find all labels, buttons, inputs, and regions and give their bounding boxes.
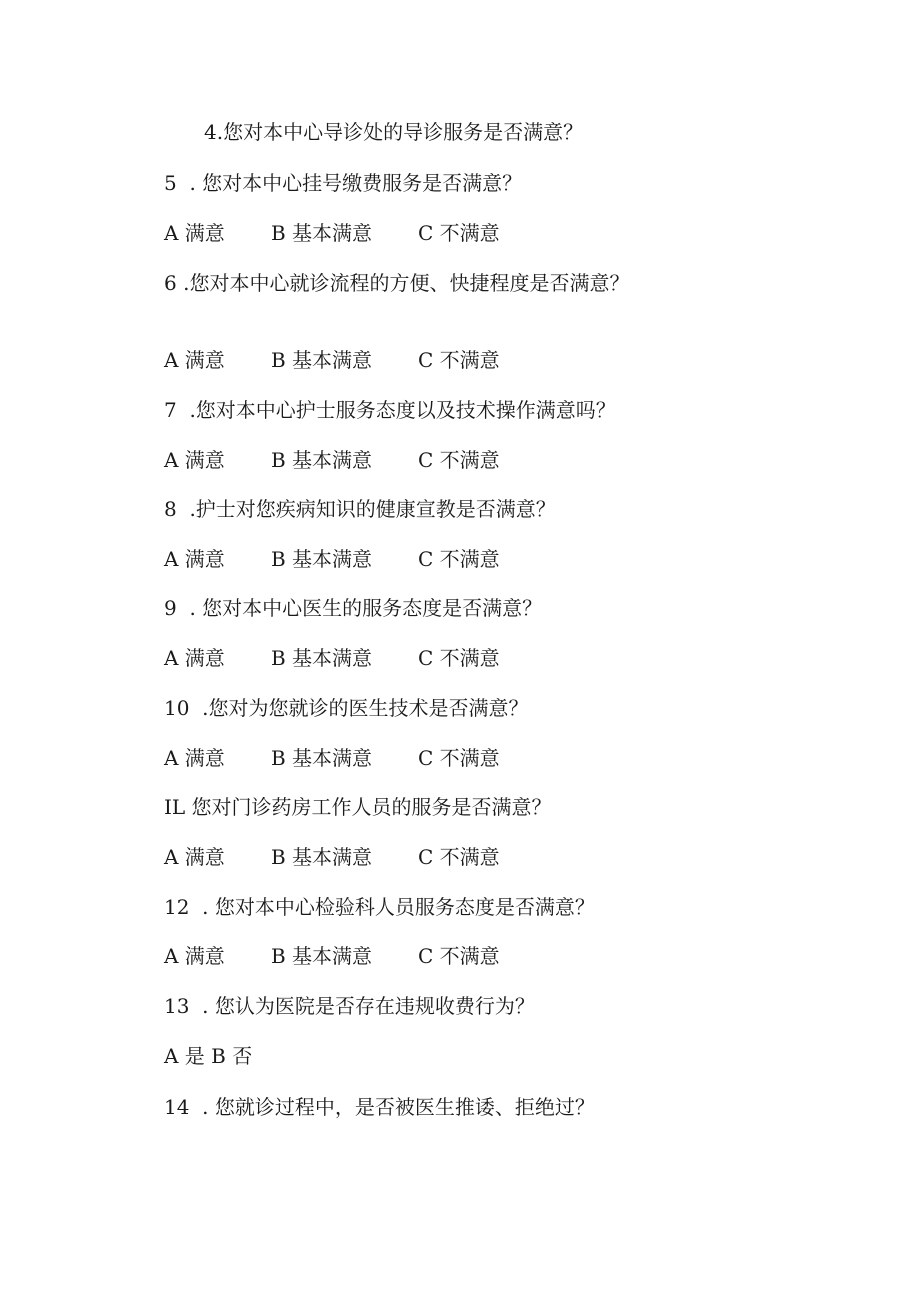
answer-options-8 [164, 545, 584, 573]
option-b-basically-satisfied: B 基本满意 [271, 944, 373, 968]
answer-options-10 [164, 744, 584, 772]
question-9: 9 . 您对本中心医生的服务态度是否满意？ [164, 596, 543, 620]
option-b-basically-satisfied: B 基本满意 [271, 221, 373, 245]
option-b-basically-satisfied: B 基本满意 [271, 448, 373, 472]
option-b-basically-satisfied: B 基本满意 [271, 845, 373, 869]
answer-options-6 [164, 346, 584, 374]
option-c-not-satisfied: C 不满意 [418, 746, 500, 770]
option-a-satisfied: A 满意 [164, 448, 225, 472]
answer-options-7 [164, 446, 584, 474]
option-a-satisfied: A 满意 [164, 348, 225, 372]
answer-options-12 [164, 942, 584, 970]
question-4: 4.您对本中心导诊处的导诊服务是否满意？ [204, 120, 584, 144]
option-a-satisfied: A 满意 [164, 845, 225, 869]
option-b-basically-satisfied: B 基本满意 [271, 547, 373, 571]
option-a-satisfied: A 满意 [164, 547, 225, 571]
option-c-not-satisfied: C 不满意 [418, 646, 500, 670]
option-a-satisfied: A 满意 [164, 646, 225, 670]
question-7: 7 .您对本中心护士服务态度以及技术操作满意吗？ [164, 398, 616, 422]
option-c-not-satisfied: C 不满意 [418, 944, 500, 968]
option-a-satisfied: A 满意 [164, 746, 225, 770]
answer-options-13: A 是 B 否 [164, 1044, 253, 1068]
question-8: 8 .护士对您疾病知识的健康宣教是否满意？ [164, 497, 556, 521]
option-c-not-satisfied: C 不满意 [418, 221, 500, 245]
option-c-not-satisfied: C 不满意 [418, 348, 500, 372]
answer-options-9 [164, 644, 584, 672]
option-c-not-satisfied: C 不满意 [418, 448, 500, 472]
answer-options-11 [164, 843, 584, 871]
option-c-not-satisfied: C 不满意 [418, 845, 500, 869]
question-13: 13 . 您认为医院是否存在违规收费行为？ [164, 994, 535, 1018]
question-12: 12 . 您对本中心检验科人员服务态度是否满意？ [164, 895, 595, 919]
option-b-basically-satisfied: B 基本满意 [271, 348, 373, 372]
question-11: IL 您对门诊药房工作人员的服务是否满意？ [164, 795, 552, 819]
question-6: 6 .您对本中心就诊流程的方便、快捷程度是否满意？ [164, 271, 630, 295]
option-b-basically-satisfied: B 基本满意 [271, 746, 373, 770]
option-a-satisfied: A 满意 [164, 221, 225, 245]
question-5: 5 . 您对本中心挂号缴费服务是否满意？ [164, 171, 523, 195]
question-14: 14 . 您就诊过程中，是否被医生推诿、拒绝过？ [164, 1095, 595, 1119]
option-b-basically-satisfied: B 基本满意 [271, 646, 373, 670]
question-10: 10 .您对为您就诊的医生技术是否满意？ [164, 696, 529, 720]
option-c-not-satisfied: C 不满意 [418, 547, 500, 571]
answer-options-5 [164, 219, 584, 247]
option-a-satisfied: A 满意 [164, 944, 225, 968]
